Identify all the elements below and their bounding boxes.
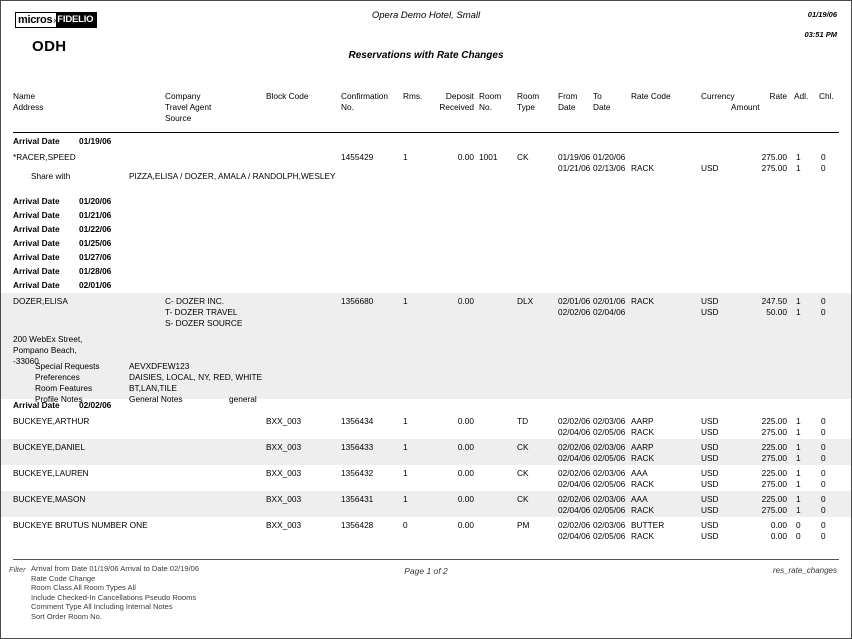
stay-adults: 1 xyxy=(796,152,801,162)
property-code: ODH xyxy=(32,38,67,55)
stay-to-date: 02/03/06 xyxy=(593,416,626,426)
column-header-block-code: Block Code xyxy=(266,91,309,101)
column-header-row xyxy=(1,91,851,131)
stay-currency: USD xyxy=(701,520,719,530)
column-header-confirmation-no: Confirmation No. xyxy=(341,91,389,112)
stay-adults: 1 xyxy=(796,307,801,317)
stay-currency: USD xyxy=(701,505,719,515)
stay-adults: 1 xyxy=(796,416,801,426)
stay-from-date: 02/01/06 xyxy=(558,296,591,306)
guest-name: BUCKEYE,LAUREN xyxy=(13,468,89,478)
stay-children: 0 xyxy=(821,442,826,452)
detail-value: BT,LAN,TILE xyxy=(129,383,177,393)
deposit-received: 0.00 xyxy=(457,296,474,306)
stay-to-date: 02/13/06 xyxy=(593,163,626,173)
arrival-date-label: Arrival Date xyxy=(13,136,60,146)
stay-from-date: 02/04/06 xyxy=(558,479,591,489)
stay-adults: 1 xyxy=(796,468,801,478)
logo-fidelio-text: FIDELIO xyxy=(56,13,96,27)
room-type: CK xyxy=(517,468,529,478)
stay-children: 0 xyxy=(821,453,826,463)
stay-from-date: 02/02/06 xyxy=(558,494,591,504)
stay-to-date: 02/01/06 xyxy=(593,296,626,306)
stay-children: 0 xyxy=(821,468,826,478)
arrival-date-label: Arrival Date xyxy=(13,196,60,206)
hotel-name: Opera Demo Hotel, Small xyxy=(371,10,481,21)
stay-from-date: 02/04/06 xyxy=(558,427,591,437)
stay-rate-amount: 275.00 xyxy=(761,505,787,515)
guest-name: BUCKEYE BRUTUS NUMBER ONE xyxy=(13,520,148,530)
stay-adults: 1 xyxy=(796,505,801,515)
rooms-count: 1 xyxy=(403,442,408,452)
column-header-currency: Currency xyxy=(701,91,735,101)
report-time: 03:51 PM xyxy=(804,30,837,39)
stay-adults: 1 xyxy=(796,163,801,173)
stay-currency: USD xyxy=(701,479,719,489)
stay-to-date: 02/03/06 xyxy=(593,468,626,478)
stay-rate-amount: 225.00 xyxy=(761,494,787,504)
arrival-date-label: Arrival Date xyxy=(13,224,60,234)
reservation-row[interactable] xyxy=(1,517,851,543)
arrival-date-value: 01/20/06 xyxy=(79,196,112,206)
rooms-count: 1 xyxy=(403,468,408,478)
column-header-room-type: Room Type xyxy=(517,91,540,112)
stay-to-date: 02/05/06 xyxy=(593,427,626,437)
detail-label: Special Requests xyxy=(35,361,100,371)
stay-rate-amount: 225.00 xyxy=(761,442,787,452)
source-name: S- DOZER SOURCE xyxy=(165,318,243,328)
reservation-row[interactable] xyxy=(1,491,851,517)
confirmation-no: 1455429 xyxy=(341,152,374,162)
column-header-rms: Rms. xyxy=(403,91,423,101)
stay-from-date: 01/19/06 xyxy=(558,152,591,162)
stay-adults: 0 xyxy=(796,520,801,530)
stay-currency: USD xyxy=(701,296,719,306)
block-code: BXX_003 xyxy=(266,494,302,504)
rooms-count: 1 xyxy=(403,152,408,162)
stay-adults: 0 xyxy=(796,531,801,541)
stay-from-date: 02/02/06 xyxy=(558,520,591,530)
guest-address-line: 200 WebEx Street, xyxy=(13,334,83,344)
confirmation-no: 1356428 xyxy=(341,520,374,530)
block-code: BXX_003 xyxy=(266,520,302,530)
arrival-date-value: 02/02/06 xyxy=(79,400,112,410)
arrival-date-value: 02/01/06 xyxy=(79,280,112,290)
stay-currency: USD xyxy=(701,307,719,317)
reservation-row[interactable] xyxy=(1,293,851,404)
stay-children: 0 xyxy=(821,152,826,162)
stay-children: 0 xyxy=(821,296,826,306)
stay-rate-code: RACK xyxy=(631,427,655,437)
arrival-date-group-header xyxy=(1,279,851,293)
stay-to-date: 02/03/06 xyxy=(593,520,626,530)
stay-rate-code: RACK xyxy=(631,505,655,515)
stay-adults: 1 xyxy=(796,427,801,437)
confirmation-no: 1356431 xyxy=(341,494,374,504)
stay-adults: 1 xyxy=(796,442,801,452)
report-id: res_rate_changes xyxy=(772,566,837,575)
stay-children: 0 xyxy=(821,505,826,515)
detail-value: DAISIES, LOCAL, NY, RED, WHITE xyxy=(129,372,263,382)
rooms-count: 1 xyxy=(403,416,408,426)
stay-rate-amount: 50.00 xyxy=(766,307,787,317)
detail-label: Room Features xyxy=(35,383,93,393)
column-header-deposit-received: Deposit Received xyxy=(439,91,474,112)
deposit-received: 0.00 xyxy=(457,416,474,426)
guest-name: *RACER,SPEED xyxy=(13,152,76,162)
report-title: Reservations with Rate Changes xyxy=(348,50,504,61)
stay-children: 0 xyxy=(821,307,826,317)
reservation-row[interactable] xyxy=(1,439,851,465)
travel-agent-name: T- DOZER TRAVEL xyxy=(165,307,238,317)
column-header-from-date: From Date xyxy=(558,91,578,112)
guest-address-line: Pompano Beach, xyxy=(13,345,77,355)
stay-from-date: 02/04/06 xyxy=(558,453,591,463)
arrival-date-group-header xyxy=(1,399,851,413)
stay-rate-code: AAA xyxy=(631,494,648,504)
stay-from-date: 02/02/06 xyxy=(558,416,591,426)
logo-arrow-icon: › xyxy=(53,15,57,25)
rooms-count: 1 xyxy=(403,494,408,504)
room-type: PM xyxy=(517,520,530,530)
filter-criteria-line: Sort Order Room No. xyxy=(31,611,102,621)
room-type: CK xyxy=(517,442,529,452)
stay-adults: 1 xyxy=(796,296,801,306)
arrival-date-value: 01/21/06 xyxy=(79,210,112,220)
arrival-date-label: Arrival Date xyxy=(13,252,60,262)
stay-rate-code: RACK xyxy=(631,453,655,463)
stay-currency: USD xyxy=(701,427,719,437)
report-body xyxy=(1,135,851,543)
filter-criteria-line: Include Checked-In Cancellations Pseudo Rooms xyxy=(31,592,197,602)
stay-rate-code: AARP xyxy=(631,416,654,426)
column-header-company: Company Travel Agent Source xyxy=(165,91,212,123)
stay-rate-amount: 275.00 xyxy=(761,163,787,173)
stay-currency: USD xyxy=(701,442,719,452)
stay-to-date: 02/05/06 xyxy=(593,505,626,515)
stay-rate-code: RACK xyxy=(631,163,655,173)
guest-name: BUCKEYE,MASON xyxy=(13,494,86,504)
arrival-date-group-header xyxy=(1,251,851,265)
stay-currency: USD xyxy=(701,494,719,504)
reservation-row[interactable] xyxy=(1,149,851,195)
filter-label: Filter xyxy=(9,565,26,574)
stay-rate-amount: 275.00 xyxy=(761,427,787,437)
filter-criteria-line: Room Class All Room Types All xyxy=(31,583,136,592)
logo-micros-text: micros xyxy=(18,14,53,26)
room-type: DLX xyxy=(517,296,534,306)
stay-rate-amount: 0.00 xyxy=(770,531,787,541)
stay-to-date: 02/05/06 xyxy=(593,479,626,489)
rooms-count: 0 xyxy=(403,520,408,530)
stay-rate-amount: 225.00 xyxy=(761,468,787,478)
deposit-received: 0.00 xyxy=(457,494,474,504)
stay-to-date: 02/05/06 xyxy=(593,531,626,541)
arrival-date-label: Arrival Date xyxy=(13,210,60,220)
filter-criteria-line: Rate Code Change xyxy=(31,573,96,583)
stay-rate-code: RACK xyxy=(631,479,655,489)
stay-rate-amount: 275.00 xyxy=(761,479,787,489)
room-type: TD xyxy=(517,416,529,426)
column-header-rate-code: Rate Code xyxy=(631,91,671,101)
stay-children: 0 xyxy=(821,520,826,530)
reservation-row[interactable] xyxy=(1,413,851,439)
arrival-date-label: Arrival Date xyxy=(13,238,60,248)
room-type: CK xyxy=(517,152,529,162)
deposit-received: 0.00 xyxy=(457,442,474,452)
confirmation-no: 1356432 xyxy=(341,468,374,478)
stay-rate-amount: 0.00 xyxy=(770,520,787,530)
stay-rate-amount: 247.50 xyxy=(761,296,787,306)
arrival-date-group-header xyxy=(1,209,851,223)
block-code: BXX_003 xyxy=(266,442,302,452)
arrival-date-value: 01/22/06 xyxy=(79,224,112,234)
column-header-name: Name Address xyxy=(13,91,44,112)
guest-name: BUCKEYE,DANIEL xyxy=(13,442,85,452)
block-code: BXX_003 xyxy=(266,416,302,426)
arrival-date-group-header xyxy=(1,223,851,237)
stay-adults: 1 xyxy=(796,479,801,489)
arrival-date-group-header xyxy=(1,237,851,251)
stay-rate-code: AAA xyxy=(631,468,648,478)
detail-value: General Notes xyxy=(129,394,183,404)
column-header-rate-amount: Rate Amount xyxy=(731,91,787,112)
room-type: CK xyxy=(517,494,529,504)
stay-from-date: 01/21/06 xyxy=(558,163,591,173)
report-date: 01/19/06 xyxy=(807,10,837,19)
guest-name: DOZER,ELISA xyxy=(13,296,68,306)
column-header-adults: Adl. xyxy=(794,91,809,101)
arrival-date-value: 01/28/06 xyxy=(79,266,112,276)
stay-from-date: 02/02/06 xyxy=(558,468,591,478)
filter-criteria-line: Arrival from Date 01/19/06 Arrival to Date 02/19/06 xyxy=(31,564,200,573)
confirmation-no: 1356434 xyxy=(341,416,374,426)
page-number: Page 1 of 2 xyxy=(404,566,448,576)
stay-adults: 1 xyxy=(796,453,801,463)
stay-adults: 1 xyxy=(796,494,801,504)
stay-children: 0 xyxy=(821,416,826,426)
arrival-date-group-header xyxy=(1,135,851,149)
column-header-children: Chl. xyxy=(819,91,834,101)
deposit-received: 0.00 xyxy=(457,152,474,162)
guest-address-line: -33060 xyxy=(13,356,39,366)
footer-divider xyxy=(13,559,839,560)
stay-currency: USD xyxy=(701,416,719,426)
rooms-count: 1 xyxy=(403,296,408,306)
room-no: 1001 xyxy=(479,152,498,162)
stay-to-date: 02/03/06 xyxy=(593,442,626,452)
stay-from-date: 02/04/06 xyxy=(558,531,591,541)
arrival-date-group-header xyxy=(1,265,851,279)
arrival-date-label: Arrival Date xyxy=(13,266,60,276)
stay-rate-amount: 275.00 xyxy=(761,453,787,463)
stay-from-date: 02/02/06 xyxy=(558,442,591,452)
deposit-received: 0.00 xyxy=(457,520,474,530)
guest-name: BUCKEYE,ARTHUR xyxy=(13,416,90,426)
stay-to-date: 01/20/06 xyxy=(593,152,626,162)
stay-rate-code: RACK xyxy=(631,531,655,541)
stay-children: 0 xyxy=(821,163,826,173)
detail-label: Profile Notes xyxy=(35,394,83,404)
stay-from-date: 02/04/06 xyxy=(558,505,591,515)
column-header-to-date: To Date xyxy=(593,91,611,112)
stay-to-date: 02/03/06 xyxy=(593,494,626,504)
stay-rate-amount: 275.00 xyxy=(761,152,787,162)
stay-currency: USD xyxy=(701,163,719,173)
confirmation-no: 1356433 xyxy=(341,442,374,452)
stay-rate-amount: 225.00 xyxy=(761,416,787,426)
stay-rate-code: AARP xyxy=(631,442,654,452)
header-divider xyxy=(13,132,839,133)
stay-currency: USD xyxy=(701,453,719,463)
stay-currency: USD xyxy=(701,468,719,478)
confirmation-no: 1356680 xyxy=(341,296,374,306)
stay-to-date: 02/04/06 xyxy=(593,307,626,317)
deposit-received: 0.00 xyxy=(457,468,474,478)
stay-children: 0 xyxy=(821,427,826,437)
stay-children: 0 xyxy=(821,479,826,489)
detail-value: AEVXDFEW123 xyxy=(129,361,190,371)
arrival-date-group-header xyxy=(1,195,851,209)
arrival-date-value: 01/27/06 xyxy=(79,252,112,262)
detail-label: Share with xyxy=(31,171,71,181)
stay-to-date: 02/05/06 xyxy=(593,453,626,463)
reservation-row[interactable] xyxy=(1,465,851,491)
report-footer xyxy=(1,564,851,634)
block-code: BXX_003 xyxy=(266,468,302,478)
stay-children: 0 xyxy=(821,531,826,541)
stay-from-date: 02/02/06 xyxy=(558,307,591,317)
company-name: C- DOZER INC. xyxy=(165,296,224,306)
arrival-date-label: Arrival Date xyxy=(13,280,60,290)
stay-rate-code: BUTTER xyxy=(631,520,665,530)
detail-value: PIZZA,ELISA / DOZER, AMALA / RANDOLPH,WESLEY xyxy=(129,171,336,181)
arrival-date-label: Arrival Date xyxy=(13,400,60,410)
stay-children: 0 xyxy=(821,494,826,504)
column-header-room-no: Room No. xyxy=(479,91,502,112)
arrival-date-value: 01/19/06 xyxy=(79,136,112,146)
arrival-date-value: 01/25/06 xyxy=(79,238,112,248)
filter-criteria-line: Comment Type All Including Internal Notes xyxy=(31,602,173,611)
stay-currency: USD xyxy=(701,531,719,541)
detail-label: Preferences xyxy=(35,372,80,382)
detail-value-secondary: general xyxy=(229,394,257,404)
stay-rate-code: RACK xyxy=(631,296,655,306)
